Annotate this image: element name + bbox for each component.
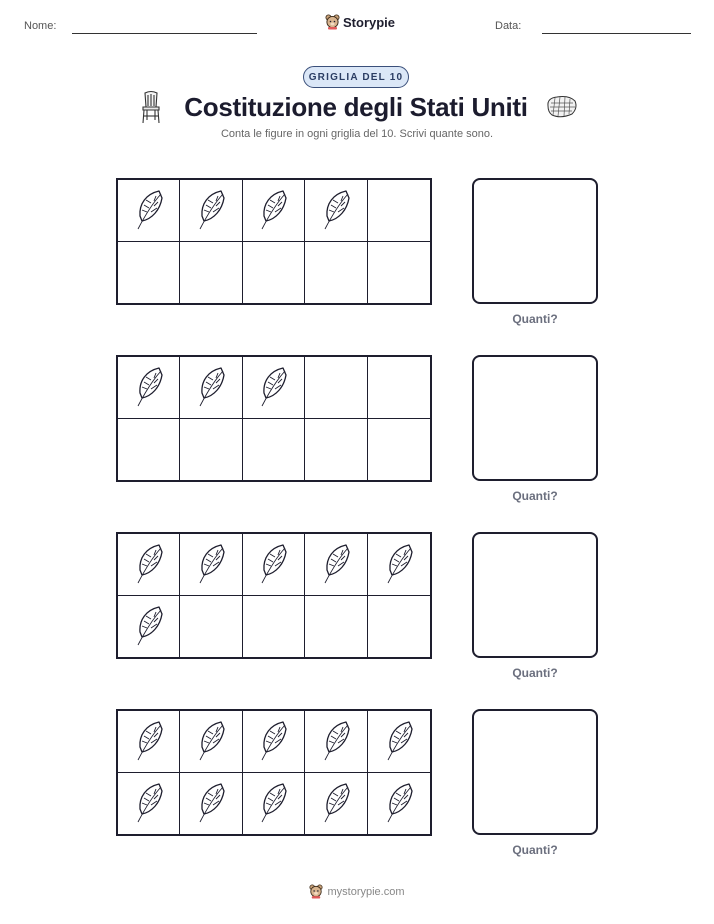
ten-frame-cell: [368, 180, 430, 242]
footer-url: mystorypie.com: [327, 885, 405, 898]
worksheet-type-badge: GRIGLIA DEL 10: [303, 66, 409, 88]
quill-feather-icon: [319, 542, 353, 586]
quill-feather-icon: [194, 542, 228, 586]
answer-label: Quanti?: [512, 843, 558, 857]
ten-frame-cell: [180, 711, 242, 773]
ten-frame-cell: [368, 773, 430, 835]
ten-frame-cell: [118, 711, 180, 773]
quill-feather-icon: [382, 542, 416, 586]
ten-frame-cell: [243, 773, 305, 835]
answer-box[interactable]: [472, 532, 598, 658]
ten-frame-cell: [305, 242, 367, 304]
name-field[interactable]: [72, 33, 257, 34]
quill-feather-icon: [319, 188, 353, 232]
quill-feather-icon: [194, 188, 228, 232]
worksheet-header: [0, 0, 714, 48]
ten-frame: [116, 178, 432, 305]
quill-feather-icon: [256, 719, 290, 763]
ten-frame: [116, 355, 432, 482]
quill-feather-icon: [256, 365, 290, 409]
quill-feather-icon: [132, 604, 166, 648]
ten-frame-cell: [305, 180, 367, 242]
quill-feather-icon: [194, 781, 228, 825]
footer: [0, 884, 714, 899]
quill-feather-icon: [382, 781, 416, 825]
ten-frame-cell: [180, 242, 242, 304]
quill-feather-icon: [256, 781, 290, 825]
quill-feather-icon: [256, 542, 290, 586]
quill-feather-icon: [319, 719, 353, 763]
ten-frame-cell: [368, 419, 430, 481]
date-label: Data:: [495, 20, 522, 32]
ten-frame-cell: [243, 242, 305, 304]
ten-frame-cell: [118, 419, 180, 481]
quill-feather-icon: [132, 542, 166, 586]
instructions: Conta le figure in ogni griglia del 10. Scrivi quante sono.: [220, 128, 494, 140]
quill-feather-icon: [132, 188, 166, 232]
ten-frame-cell: [305, 534, 367, 596]
ten-frame-cell: [180, 596, 242, 658]
quill-feather-icon: [132, 719, 166, 763]
bear-mascot-icon: [309, 884, 323, 899]
ten-frame-cell: [368, 242, 430, 304]
ten-frame: [116, 532, 432, 659]
name-label: Nome:: [24, 20, 57, 32]
quill-feather-icon: [382, 719, 416, 763]
ten-frame-cell: [243, 596, 305, 658]
quill-feather-icon: [319, 781, 353, 825]
ten-frame-cell: [305, 711, 367, 773]
ten-frame-cell: [368, 357, 430, 419]
brand-name: Storypie: [343, 14, 396, 30]
ten-frame-cell: [180, 534, 242, 596]
ten-frame-cell: [118, 596, 180, 658]
ten-frame-cell: [368, 534, 430, 596]
ten-frame-cell: [118, 242, 180, 304]
answer-box[interactable]: [472, 709, 598, 835]
ten-frame-cell: [118, 534, 180, 596]
quill-feather-icon: [132, 781, 166, 825]
answer-label: Quanti?: [512, 666, 558, 680]
ten-frame: [116, 709, 432, 836]
ten-frame-cell: [305, 419, 367, 481]
ten-frame-cell: [243, 419, 305, 481]
sponge-icon: [545, 94, 579, 120]
chair-icon: [138, 90, 164, 124]
ten-frame-cell: [118, 180, 180, 242]
answer-label: Quanti?: [512, 312, 558, 326]
answer-box[interactable]: [472, 355, 598, 481]
quill-feather-icon: [256, 188, 290, 232]
ten-frame-cell: [180, 180, 242, 242]
title-row: [0, 90, 714, 126]
answer-label: Quanti?: [512, 489, 558, 503]
ten-frame-cell: [243, 357, 305, 419]
ten-frame-cell: [243, 711, 305, 773]
ten-frame-cell: [118, 357, 180, 419]
ten-frame-cell: [243, 534, 305, 596]
ten-frame-cell: [305, 596, 367, 658]
brand-logo: [325, 14, 395, 30]
date-field[interactable]: [542, 33, 691, 34]
ten-frame-cell: [180, 419, 242, 481]
ten-frame-cell: [368, 711, 430, 773]
quill-feather-icon: [132, 365, 166, 409]
answer-box[interactable]: [472, 178, 598, 304]
quill-feather-icon: [194, 719, 228, 763]
ten-frame-cell: [118, 773, 180, 835]
page-title: Costituzione degli Stati Uniti: [184, 92, 528, 122]
ten-frame-cell: [305, 357, 367, 419]
quill-feather-icon: [194, 365, 228, 409]
ten-frame-cell: [368, 596, 430, 658]
ten-frame-cell: [305, 773, 367, 835]
ten-frame-cell: [180, 773, 242, 835]
bear-mascot-icon: [325, 14, 340, 30]
ten-frame-cell: [243, 180, 305, 242]
ten-frame-cell: [180, 357, 242, 419]
